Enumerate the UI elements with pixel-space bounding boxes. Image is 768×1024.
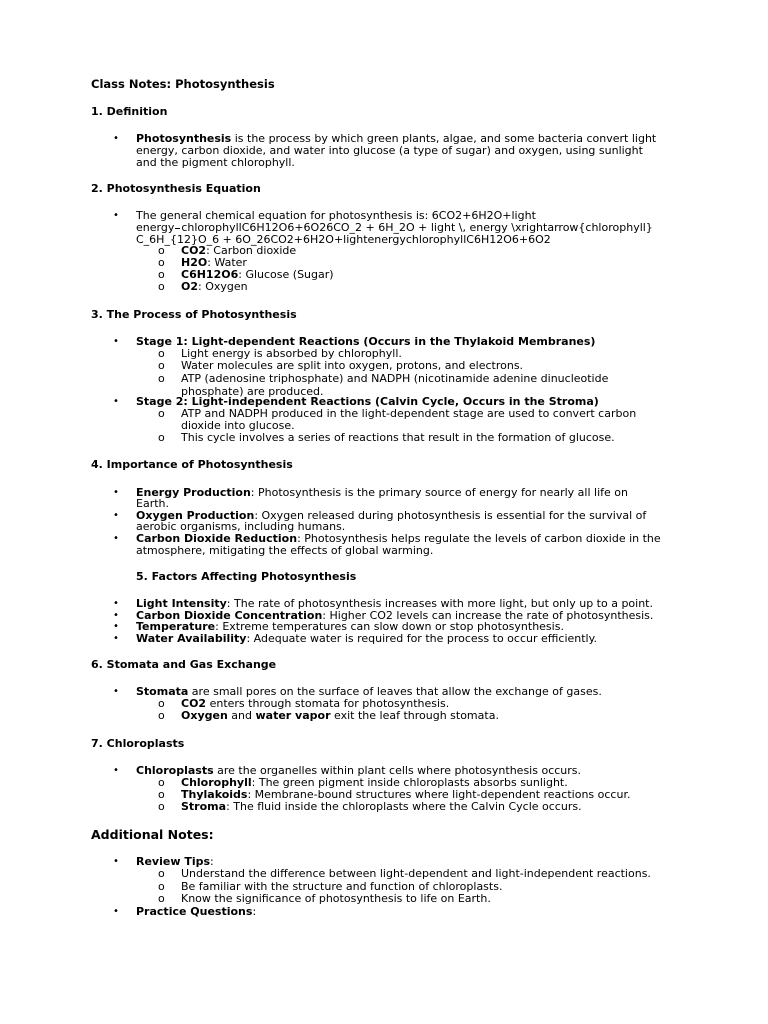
bullet-marker: • xyxy=(113,396,119,407)
bullet-marker: • xyxy=(113,598,119,609)
stage-1-item: Light energy is absorbed by chlorophyll. xyxy=(181,347,402,360)
equation-term: CO2: Carbon dioxide xyxy=(181,244,297,257)
bullet-marker: • xyxy=(113,336,119,347)
section-1-heading: 1. Definition xyxy=(91,105,168,118)
review-tip: Understand the difference between light-dependent and light-independent reactions. xyxy=(181,867,651,880)
factor-item: Water Availability: Adequate water is required for the process to occur efficiently. xyxy=(136,632,598,645)
sub-marker: o xyxy=(158,776,165,789)
sub-marker: o xyxy=(158,788,165,801)
review-tip: Know the significance of photosynthesis to life on Earth. xyxy=(181,892,491,905)
bullet-marker: • xyxy=(113,686,119,697)
review-tips-label: Review Tips: xyxy=(136,855,214,868)
section-5-heading: 5. Factors Affecting Photosynthesis xyxy=(136,570,357,583)
review-tip: Be familiar with the structure and function of chloroplasts. xyxy=(181,880,503,893)
sub-marker: o xyxy=(158,372,165,385)
sub-marker: o xyxy=(158,244,165,257)
section-2-heading: 2. Photosynthesis Equation xyxy=(91,182,261,195)
stage-1-item: Water molecules are split into oxygen, protons, and electrons. xyxy=(181,359,524,372)
sub-marker: o xyxy=(158,359,165,372)
section-6-heading: 6. Stomata and Gas Exchange xyxy=(91,658,277,671)
equation-line-1: The general chemical equation for photosynthesis is: 6CO2+6H2O+light xyxy=(136,209,536,222)
sub-marker: o xyxy=(158,407,165,420)
stage-1-item: ATP (adenosine triphosphate) and NADPH (nicotinamide adenine dinucleotide xyxy=(181,372,609,385)
equation-line-2: energy chlorophyllC6H12O6+6O26CO_2 + 6H_2O + light \, energy \xrightarrow{chlorophyll} xyxy=(136,221,653,234)
additional-notes-heading: Additional Notes: xyxy=(91,827,214,842)
section-4-heading: 4. Importance of Photosynthesis xyxy=(91,458,293,471)
factor-item: Temperature: Extreme temperatures can slow down or stop photosynthesis. xyxy=(136,620,564,633)
importance-item-cont: aerobic organisms, including humans. xyxy=(136,520,346,533)
sub-marker: o xyxy=(158,709,165,722)
sub-marker: o xyxy=(158,892,165,905)
sub-marker: o xyxy=(158,431,165,444)
equation-term: H2O: Water xyxy=(181,256,247,269)
bullet-marker: • xyxy=(113,765,119,776)
arrow-dash xyxy=(175,228,180,229)
chloroplast-item: Chloroplasts are the organelles within plant cells where photosynthesis occurs. xyxy=(136,764,582,777)
stomata-item: Stomata are small pores on the surface of leaves that allow the exchange of gases. xyxy=(136,685,602,698)
bullet-marker: • xyxy=(113,133,119,144)
sub-marker: o xyxy=(158,800,165,813)
definition-line-3: and the pigment chlorophyll. xyxy=(136,156,295,169)
stage-2-item-cont: dioxide into glucose. xyxy=(181,419,295,432)
equation-line-3: C_6H_{12}O_6 + 6O_26CO2+6H2O+lightenergychlorophyllC6H12O6+6O2 xyxy=(136,233,551,246)
definition-line-1: Photosynthesis is the process by which green plants, algae, and some bacteria convert light xyxy=(136,132,657,145)
definition-line-2: energy, carbon dioxide, and water into glucose (a type of sugar) and oxygen, using sunlight xyxy=(136,144,643,157)
importance-item: Energy Production: Photosynthesis is the primary source of energy for nearly all life on xyxy=(136,486,628,499)
importance-item-cont: Earth. xyxy=(136,497,169,510)
stage-2-item: ATP and NADPH produced in the light-dependent stage are used to convert carbon xyxy=(181,407,637,420)
stage-2-heading: Stage 2: Light-independent Reactions (Calvin Cycle, Occurs in the Stroma) xyxy=(136,395,599,408)
bullet-marker: • xyxy=(113,610,119,621)
sub-marker: o xyxy=(158,867,165,880)
bullet-marker: • xyxy=(113,533,119,544)
section-3-heading: 3. The Process of Photosynthesis xyxy=(91,308,297,321)
equation-term: O2: Oxygen xyxy=(181,280,248,293)
bullet-marker: • xyxy=(113,510,119,521)
stage-2-item: This cycle involves a series of reactions that result in the formation of glucose. xyxy=(181,431,615,444)
section-7-heading: 7. Chloroplasts xyxy=(91,737,185,750)
bullet-marker: • xyxy=(113,487,119,498)
factor-item: Carbon Dioxide Concentration: Higher CO2 levels can increase the rate of photosynthesis. xyxy=(136,609,654,622)
sub-marker: o xyxy=(158,347,165,360)
stage-1-heading: Stage 1: Light-dependent Reactions (Occurs in the Thylakoid Membranes) xyxy=(136,335,596,348)
importance-item: Oxygen Production: Oxygen released during photosynthesis is essential for the survival of xyxy=(136,509,647,522)
stomata-sub-item: CO2 enters through stomata for photosynthesis. xyxy=(181,697,450,710)
chloroplast-sub-item: Thylakoids: Membrane-bound structures where light-dependent reactions occur. xyxy=(181,788,631,801)
stage-1-item-cont: phosphate) are produced. xyxy=(181,385,324,398)
practice-questions-label: Practice Questions: xyxy=(136,905,257,918)
importance-item-cont: atmosphere, mitigating the effects of global warming. xyxy=(136,544,434,557)
importance-item: Carbon Dioxide Reduction: Photosynthesis helps regulate the levels of carbon dioxide in the xyxy=(136,532,661,545)
stomata-sub-item: Oxygen and water vapor exit the leaf through stomata. xyxy=(181,709,499,722)
chloroplast-sub-item: Stroma: The fluid inside the chloroplasts where the Calvin Cycle occurs. xyxy=(181,800,582,813)
factor-item: Light Intensity: The rate of photosynthesis increases with more light, but only up to a point. xyxy=(136,597,653,610)
bullet-marker: • xyxy=(113,633,119,644)
bullet-marker: • xyxy=(113,621,119,632)
chloroplast-sub-item: Chlorophyll: The green pigment inside chloroplasts absorbs sunlight. xyxy=(181,776,568,789)
sub-marker: o xyxy=(158,268,165,281)
equation-term: C6H12O6: Glucose (Sugar) xyxy=(181,268,334,281)
bullet-marker: • xyxy=(113,210,119,221)
sub-marker: o xyxy=(158,280,165,293)
doc-title: Class Notes: Photosynthesis xyxy=(91,77,275,91)
sub-marker: o xyxy=(158,256,165,269)
sub-marker: o xyxy=(158,697,165,710)
sub-marker: o xyxy=(158,880,165,893)
bullet-marker: • xyxy=(113,856,119,867)
bullet-marker: • xyxy=(113,906,119,917)
